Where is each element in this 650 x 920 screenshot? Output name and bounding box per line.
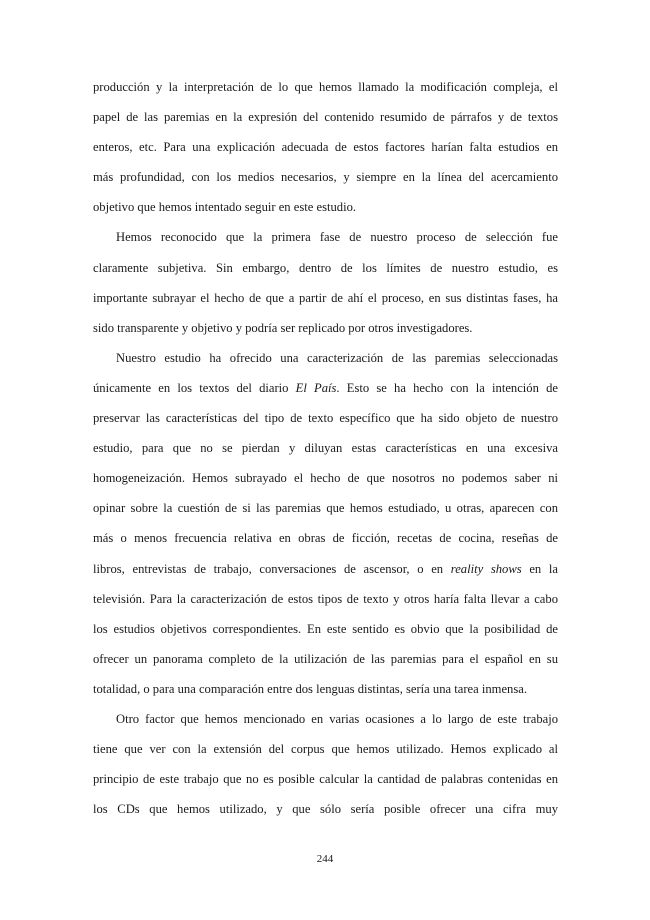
italic-term: reality shows	[450, 561, 522, 576]
text-line: totalidad, o para una comparación entre dos lenguas distintas, sería una tarea inmensa.	[93, 681, 527, 696]
text-line: Hemos reconocido que la primera fase de nuestro proceso de selección fue	[116, 230, 558, 245]
text-line: más o menos frecuencia relativa en obras de ficción, recetas de cocina, reseñas de	[93, 531, 558, 546]
paragraph-2	[93, 222, 558, 342]
text-run: libros, entrevistas de trabajo, conversaciones de ascensor, o en	[93, 561, 451, 576]
text-line: más profundidad, con los medios necesarios, y siempre en la línea del acercamiento	[93, 170, 558, 185]
text-line: ofrecer un panorama completo de la utilización de las paremias para el español en su	[93, 651, 558, 666]
text-line: los CDs que hemos utilizado, y que sólo sería posible ofrecer una cifra muy	[93, 802, 558, 817]
text-line: enteros, etc. Para una explicación adecuada de estos factores harían falta estudios en	[93, 140, 558, 155]
text-line: importante subrayar el hecho de que a partir de ahí el proceso, en sus distintas fases, ha	[93, 290, 558, 305]
paragraph-1	[93, 72, 558, 222]
text-line: objetivo que hemos intentado seguir en este estudio.	[93, 200, 357, 215]
text-line: televisión. Para la caracterización de estos tipos de texto y otros haría falta llevar a cabo	[93, 591, 558, 606]
text-run: en la	[521, 561, 558, 576]
text-line: principio de este trabajo que no es posible calcular la cantidad de palabras contenidas en	[93, 772, 558, 787]
newspaper-title: El País	[295, 380, 337, 395]
text-line	[93, 554, 558, 584]
text-line	[93, 373, 558, 403]
text-line: tiene que ver con la extensión del corpus que hemos utilizado. Hemos explicado al	[93, 742, 558, 757]
text-line: claramente subjetiva. Sin embargo, dentro de los límites de nuestro estudio, es	[93, 260, 558, 275]
page-number: 244	[316, 853, 334, 865]
text-line: estudio, para que no se pierdan y diluyan estas características en una excesiva	[93, 441, 558, 456]
paragraph-4	[93, 704, 558, 824]
text-line: los estudios objetivos correspondientes. En este sentido es obvio que la posibilidad de	[93, 621, 558, 636]
text-line: sido transparente y objetivo y podría ser replicado por otros investigadores.	[93, 320, 473, 335]
text-line: Otro factor que hemos mencionado en varias ocasiones a lo largo de este trabajo	[116, 711, 558, 726]
text-line: preservar las características del tipo de texto específico que ha sido objeto de nuestro	[93, 411, 558, 426]
text-run: únicamente en los textos del diario	[93, 380, 296, 395]
text-line: papel de las paremias en la expresión del contenido resumido de párrafos y de textos	[93, 110, 558, 125]
text-line: opinar sobre la cuestión de si las paremias que hemos estudiado, u otras, aparecen con	[93, 501, 558, 516]
text-line: homogeneización. Hemos subrayado el hecho de que nosotros no podemos saber ni	[93, 471, 558, 486]
text-run: . Esto se ha hecho con la intención de	[336, 380, 558, 395]
text-line: producción y la interpretación de lo que hemos llamado la modificación compleja, el	[93, 80, 558, 94]
paragraph-3	[93, 343, 558, 704]
text-line: Nuestro estudio ha ofrecido una caracterización de las paremias seleccionadas	[116, 350, 558, 365]
page-body	[93, 72, 558, 824]
